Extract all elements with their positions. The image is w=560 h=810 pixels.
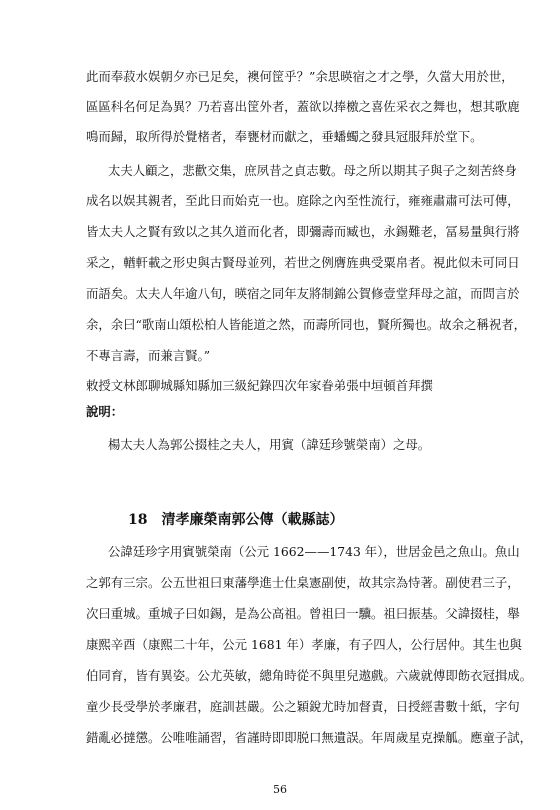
text-line: 鳴而歸，取所得於覺楮者，奉甕材而獻之，垂蟠蠋之發具冠服拜於堂下。 [86,129,483,144]
text-line: 余，余曰“歌南山頌松柏人皆能道之然，而壽所同也，賢所獨也。故余之稱祝者， [86,317,527,332]
text-line: 童少長受學於孝廉君，庭訓甚嚴。公之穎銳尤時加督責，日授經書數十紙，字句 [86,699,520,714]
explanation-text: 楊太夫人為郭公掇桂之夫人，用賓（諱廷珍號榮南）之母。 [108,437,431,452]
text-line: 伯同育，皆有異姿。公尤英敏，總角時從不與里兒遨戲。六歲就傅即飭衣冠揖成。 [86,668,533,683]
text-line: 此而奉菽水娱朝夕亦已足矣，襖何筐乎？”余思暎宿之才之學，久當大用於世， [86,69,514,84]
section-title: 18 清孝廉榮南郭公傳（載縣誌） [128,512,344,528]
text-line: 太夫人顧之，悲歡交集，庶夙昔之貞志數。母之所以期其子與子之刻苦終身 [108,163,517,178]
text-line: 成名以娱其親者，至此日而始克一也。庭除之內至性流行，雍雍肅肅可法可傳， [86,193,520,208]
text-line: 皆太夫人之賢有致以之其久道而化者，即彌壽而臧也，永錫難老，冨易量與行將 [86,224,520,239]
text-line: 次曰重城。重城子曰如錫，是為公高祖。曾祖曰一驥。祖曰振基。父諱掇桂，舉 [86,606,520,621]
text-line: 錯亂必撻懲。公唯唯誦習，省謹時即即脱口無遺誤。年周歲星克操觚。應童子試， [86,730,533,745]
text-line: 而語矣。太夫人年逾八旬，暎宿之同年友將制錦公賀修壹堂拜母之誼，而問言於 [86,286,520,301]
text-line: 之郭有三宗。公五世祖曰東藩學進士仕臬憲副使，故其宗為恃著。副使君三子， [86,575,520,590]
text-line: 采之，輶軒載之形史與古賢母並列，若世之例膺旌典受粟帛者。視此似未可同日 [86,255,520,270]
signature-line: 敕授文林郎聊城縣知縣加三級紀錄四次年家眷弟張中垣頓首拜撰 [86,378,433,393]
page-number: 56 [273,783,287,796]
text-line: 公諱廷珍字用賓號榮南（公元 1662——1743 年），世居金邑之魚山。魚山 [108,544,520,559]
text-line: 康熙辛酉（康熙二十年，公元 1681 年）孝廉，有子四人，公行居仲。其生也與 [86,637,522,652]
explanation-heading: 說明： [86,404,124,419]
text-line: 不專言壽，而兼言賢。” [86,348,211,363]
text-line: 區區科名何足為異？乃若喜出筐外者，蓋欲以捧檄之喜佐采衣之舞也，想其歌鹿 [86,99,520,114]
